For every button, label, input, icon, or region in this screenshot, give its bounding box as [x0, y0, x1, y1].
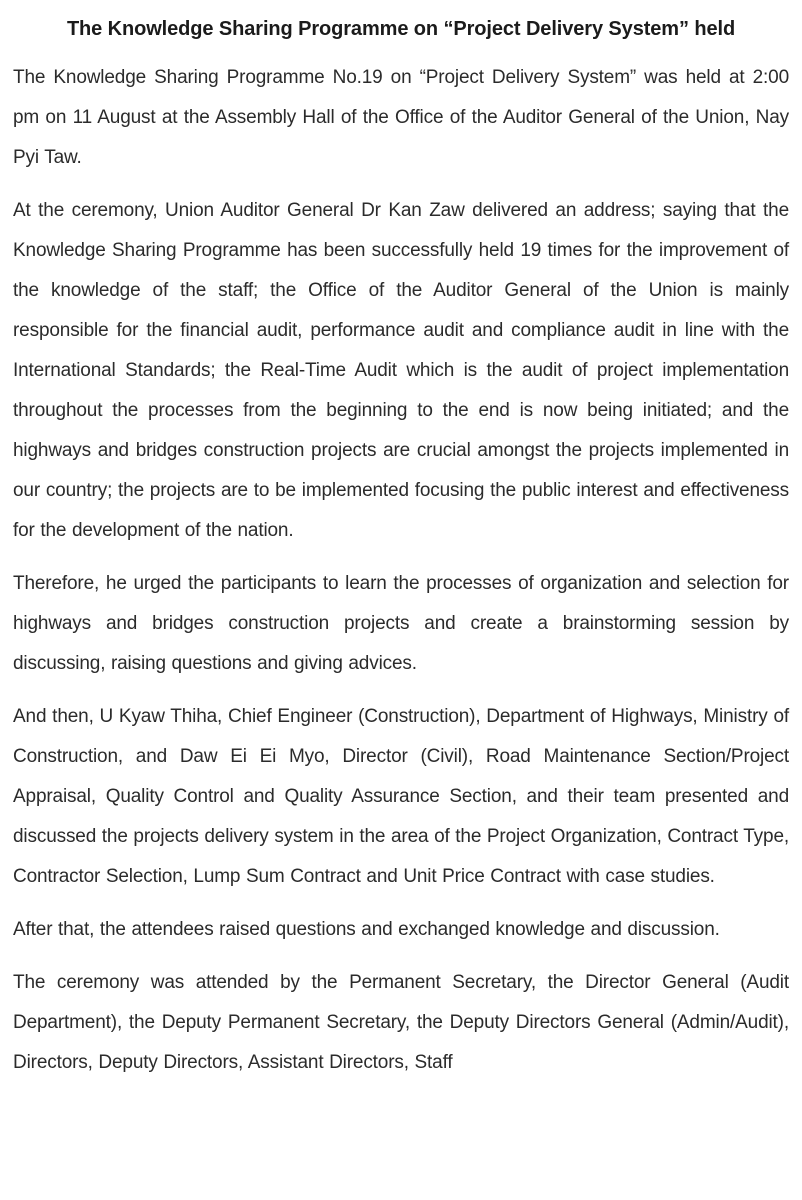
- paragraph-attendees: The ceremony was attended by the Permanent Secretary, the Director General (Audit Department), the Deputy Permanent Secretary, the Deputy Directors General (Admin/Audit), Directors, Deputy Directors, Assistant Directors, Staff: [13, 972, 789, 1073]
- paragraph-questions-discussion: After that, the attendees raised questions and exchanged knowledge and discussion.: [13, 919, 720, 940]
- paragraph-urging-participants: Therefore, he urged the participants to learn the processes of organization and selection for highways and bridges construction projects and create a brainstorming session by discussing, raising questions and giving advices.: [13, 573, 789, 674]
- document-title: The Knowledge Sharing Programme on “Project Delivery System” held: [66, 18, 736, 40]
- paragraph-event-summary: The Knowledge Sharing Programme No.19 on “Project Delivery System” was held at 2:00 pm on 11 August at the Assembly Hall of the Office of the Auditor General of the Union, Nay Pyi Taw.: [13, 67, 789, 168]
- paragraph-auditor-general-address: At the ceremony, Union Auditor General Dr Kan Zaw delivered an address; saying that the Knowledge Sharing Programme has been successfully held 19 times for the improvement of the knowledge of the staff; the Office of the Auditor General of the Union is mainly responsible for the financial audit, performance audit and compliance audit in line with the International Standards; the Real-Time Audit which is the audit of project implementation throughout the processes from the beginning to the end is now being initiated; and the highways and bridges construction projects are crucial amongst the projects implemented in our country; the projects are to be implemented focusing the public interest and effectiveness for the development of the nation.: [13, 200, 789, 541]
- paragraph-presenters: And then, U Kyaw Thiha, Chief Engineer (Construction), Department of Highways, Ministry of Construction, and Daw Ei Ei Myo, Director (Civil), Road Maintenance Section/Project Appraisal, Quality Control and Quality Assurance Section, and their team presented and discussed the projects delivery system in the area of the Project Organization, Contract Type, Contractor Selection, Lump Sum Contract and Unit Price Contract with case studies.: [13, 706, 789, 887]
